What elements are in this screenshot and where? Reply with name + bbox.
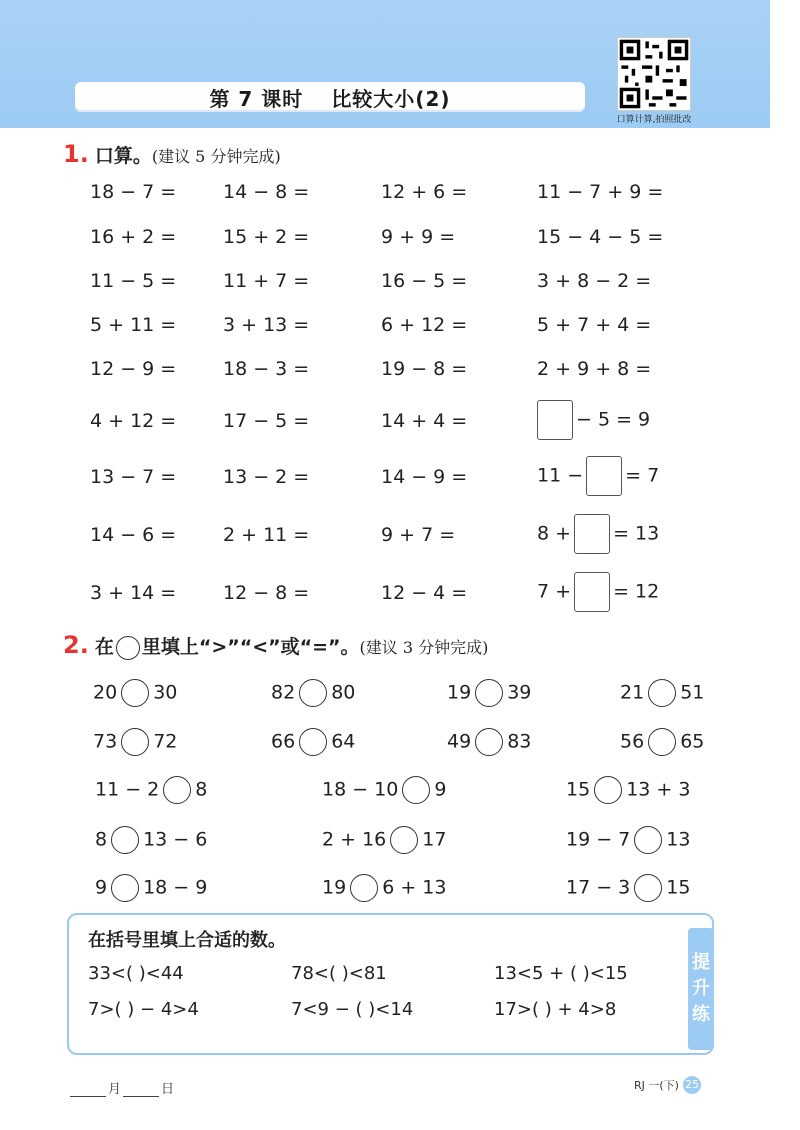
- oral-calc-item: 11 + 7 =: [223, 270, 310, 292]
- compare-circle[interactable]: [121, 728, 149, 756]
- oral-calc-item: 16 − 5 =: [381, 270, 468, 292]
- compare-item: 18 − 10 9: [322, 776, 446, 804]
- fill-blank-item[interactable]: 78<( )<81: [291, 963, 387, 984]
- compare-item: 17 − 3 15: [566, 874, 690, 902]
- page-number: 25: [683, 1076, 701, 1094]
- oral-calc-item: 17 − 5 =: [223, 410, 310, 432]
- date-field: 月 日: [68, 1078, 174, 1097]
- missing-number-item: − 5 = 9: [537, 400, 650, 440]
- oral-calc-item: 4 + 12 =: [90, 410, 177, 432]
- compare-circle[interactable]: [475, 679, 503, 707]
- compare-circle[interactable]: [299, 679, 327, 707]
- lesson-number: 第 7 课时: [209, 86, 304, 111]
- oral-calc-item: 3 + 14 =: [90, 582, 177, 604]
- compare-item: 19 6 + 13: [322, 874, 446, 902]
- oral-calc-item: 12 + 6 =: [381, 181, 468, 203]
- oral-calc-item: 13 − 2 =: [223, 466, 310, 488]
- oral-calc-item: 6 + 12 =: [381, 314, 468, 336]
- compare-circle[interactable]: [350, 874, 378, 902]
- compare-circle[interactable]: [402, 776, 430, 804]
- edition-label: RJ 一(下): [634, 1079, 679, 1092]
- oral-calc-item: 15 + 2 =: [223, 226, 310, 248]
- improve-practice-tab: 提 升 练: [688, 928, 714, 1050]
- extra-practice-title: 在括号里填上合适的数。: [88, 930, 286, 951]
- section-2-note: (建议 3 分钟完成): [359, 638, 489, 657]
- compare-circle[interactable]: [634, 874, 662, 902]
- fill-blank-item[interactable]: 7<9 − ( )<14: [291, 999, 414, 1020]
- circle-icon: [116, 636, 140, 660]
- day-blank[interactable]: [123, 1096, 159, 1097]
- oral-calc-item: 11 − 7 + 9 =: [537, 181, 664, 203]
- oral-calc-item: 12 − 9 =: [90, 358, 177, 380]
- oral-calc-item: 13 − 7 =: [90, 466, 177, 488]
- oral-calc-item: 14 − 9 =: [381, 466, 468, 488]
- page-footer: [634, 1076, 701, 1094]
- oral-calc-item: 2 + 9 + 8 =: [537, 358, 652, 380]
- compare-item: 19 39: [447, 679, 531, 707]
- compare-circle[interactable]: [111, 874, 139, 902]
- fill-blank-item[interactable]: 33<( )<44: [88, 963, 184, 984]
- answer-box[interactable]: [574, 514, 610, 554]
- oral-calc-item: 15 − 4 − 5 =: [537, 226, 664, 248]
- oral-calc-item: 14 − 6 =: [90, 524, 177, 546]
- compare-item: 8 13 − 6: [95, 826, 207, 854]
- compare-item: 9 18 − 9: [95, 874, 207, 902]
- compare-circle[interactable]: [390, 826, 418, 854]
- oral-calc-item: 12 − 4 =: [381, 582, 468, 604]
- oral-calc-item: 11 − 5 =: [90, 270, 177, 292]
- fill-blank-item[interactable]: 7>( ) − 4>4: [88, 999, 199, 1020]
- oral-calc-item: 18 − 3 =: [223, 358, 310, 380]
- compare-item: 19 − 7 13: [566, 826, 690, 854]
- compare-item: 82 80: [271, 679, 355, 707]
- compare-circle[interactable]: [299, 728, 327, 756]
- oral-calc-item: 3 + 8 − 2 =: [537, 270, 652, 292]
- missing-number-item: 8 + = 13: [537, 514, 659, 554]
- fill-blank-item[interactable]: 13<5 + ( )<15: [494, 963, 628, 984]
- oral-calc-item: 16 + 2 =: [90, 226, 177, 248]
- compare-item: 20 30: [93, 679, 177, 707]
- compare-circle[interactable]: [648, 728, 676, 756]
- compare-item: 73 72: [93, 728, 177, 756]
- missing-number-item: 11 − = 7: [537, 456, 659, 496]
- oral-calc-item: 9 + 9 =: [381, 226, 456, 248]
- compare-item: 15 13 + 3: [566, 776, 690, 804]
- qr-code-icon[interactable]: [617, 37, 691, 111]
- lesson-title: 比较大小(2): [331, 86, 451, 111]
- compare-item: 66 64: [271, 728, 355, 756]
- compare-circle[interactable]: [163, 776, 191, 804]
- oral-calc-item: 19 − 8 =: [381, 358, 468, 380]
- oral-calc-item: 5 + 7 + 4 =: [537, 314, 652, 336]
- oral-calc-item: 2 + 11 =: [223, 524, 310, 546]
- compare-item: 2 + 16 17: [322, 826, 446, 854]
- oral-calc-item: 5 + 11 =: [90, 314, 177, 336]
- oral-calc-item: 9 + 7 =: [381, 524, 456, 546]
- oral-calc-item: 12 − 8 =: [223, 582, 310, 604]
- oral-calc-item: 3 + 13 =: [223, 314, 310, 336]
- answer-box[interactable]: [586, 456, 622, 496]
- page-title: [75, 82, 585, 112]
- section-1-note: (建议 5 分钟完成): [151, 147, 281, 166]
- section-1-title: [63, 140, 281, 168]
- compare-circle[interactable]: [634, 826, 662, 854]
- oral-calc-item: 18 − 7 =: [90, 181, 177, 203]
- compare-item: 56 65: [620, 728, 704, 756]
- compare-circle[interactable]: [475, 728, 503, 756]
- section-2-title: 2. 在 里填上“>”“<”或“=”。(建议 3 分钟完成): [63, 631, 489, 659]
- fill-blank-item[interactable]: 17>( ) + 4>8: [494, 999, 617, 1020]
- oral-calc-item: 14 − 8 =: [223, 181, 310, 203]
- compare-item: 49 83: [447, 728, 531, 756]
- answer-box[interactable]: [574, 572, 610, 612]
- compare-circle[interactable]: [594, 776, 622, 804]
- oral-calc-item: 14 + 4 =: [381, 410, 468, 432]
- section-1-number: 1.: [63, 140, 89, 168]
- compare-circle[interactable]: [111, 826, 139, 854]
- answer-box[interactable]: [537, 400, 573, 440]
- compare-item: 11 − 2 8: [95, 776, 207, 804]
- month-blank[interactable]: [70, 1096, 106, 1097]
- section-2-number: 2.: [63, 631, 89, 659]
- compare-circle[interactable]: [121, 679, 149, 707]
- missing-number-item: 7 + = 12: [537, 572, 659, 612]
- compare-item: 21 51: [620, 679, 704, 707]
- compare-circle[interactable]: [648, 679, 676, 707]
- qr-caption: 口算计算,拍照批改: [616, 115, 692, 125]
- section-1-label: 口算。: [94, 145, 152, 167]
